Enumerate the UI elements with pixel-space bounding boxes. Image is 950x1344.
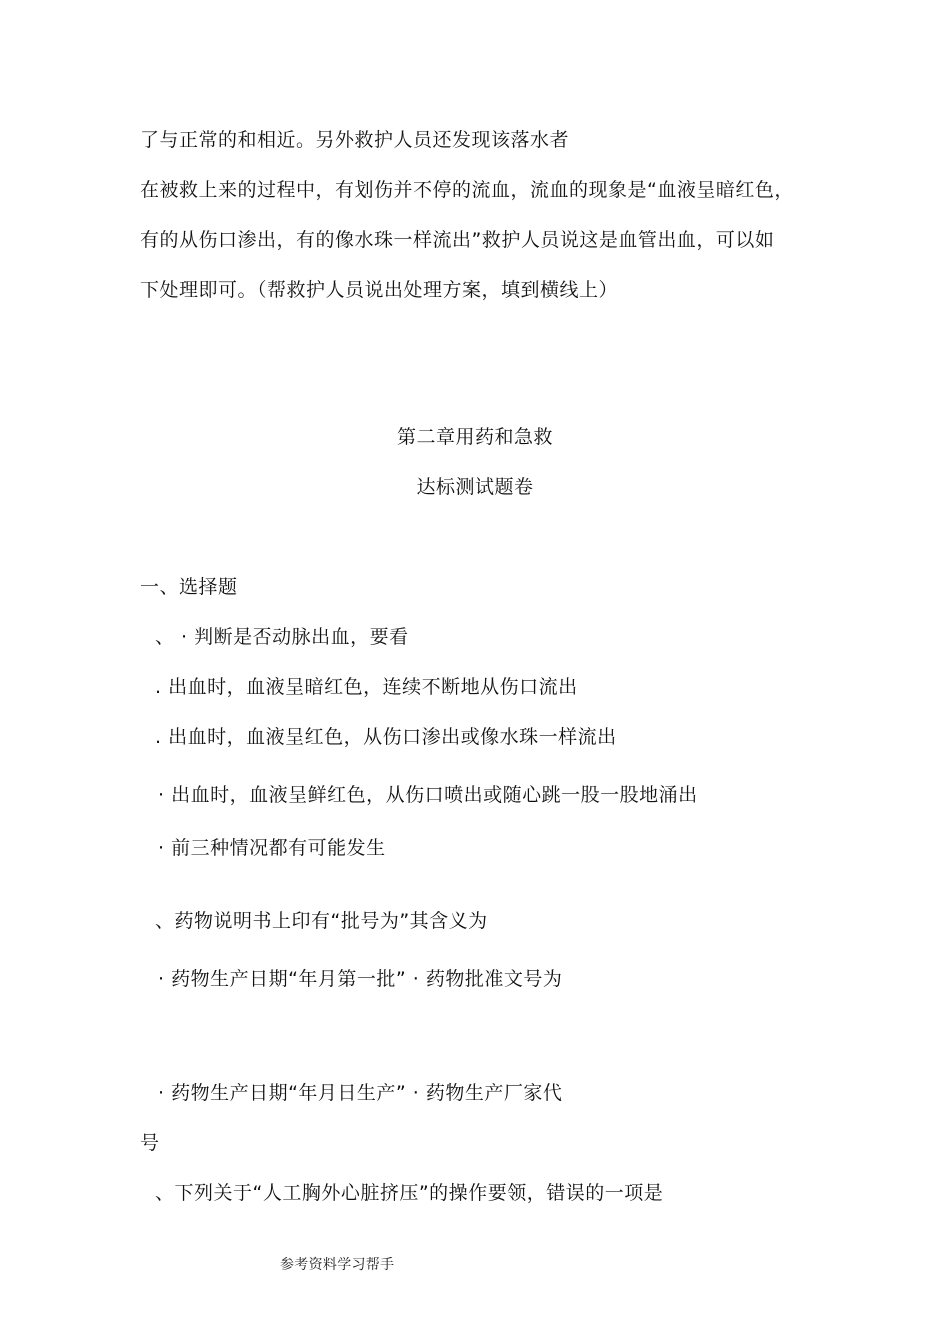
intro-line-1: 了与正常的和相近。另外救护人员还发现该落水者 — [140, 129, 570, 151]
question-1-option-b: . 出血时，血液呈红色，从伤口渗出或像水珠一样流出 — [155, 726, 617, 748]
question-2-options-line-1: · 药物生产日期“年月第一批” · 药物批准文号为 — [158, 968, 563, 990]
question-2-stem: 、药物说明书上印有“批号为”其含义为 — [155, 910, 488, 932]
chapter-title: 第二章用药和急救 — [396, 426, 553, 448]
intro-line-4: 下处理即可。（帮救护人员说出处理方案，填到横线上） — [140, 279, 619, 301]
question-1-option-a: . 出血时，血液呈暗红色，连续不断地从伤口流出 — [155, 676, 578, 698]
chapter-subtitle: 达标测试题卷 — [416, 476, 534, 498]
section-title: 一、选择题 — [140, 576, 238, 598]
question-2-options-line-2-wrap: 号 — [140, 1132, 160, 1154]
question-3-stem: 、下列关于“人工胸外心脏挤压”的操作要领，错误的一项是 — [155, 1182, 664, 1204]
intro-line-2: 在被救上来的过程中，有划伤并不停的流血，流血的现象是“血液呈暗红色， — [140, 179, 794, 201]
intro-line-3: 有的从伤口渗出，有的像水珠一样流出”救护人员说这是血管出血，可以如 — [140, 229, 775, 251]
question-1-stem: 、 · 判断是否动脉出血，要看 — [155, 626, 409, 648]
page-footer: 参考资料学习帮手 — [280, 1257, 395, 1273]
question-2-options-line-2: · 药物生产日期“年月日生产” · 药物生产厂家代 — [158, 1082, 563, 1104]
question-1-option-c: · 出血时，血液呈鲜红色，从伤口喷出或随心跳一股一股地涌出 — [158, 784, 698, 806]
question-1-option-d: · 前三种情况都有可能发生 — [158, 837, 386, 859]
